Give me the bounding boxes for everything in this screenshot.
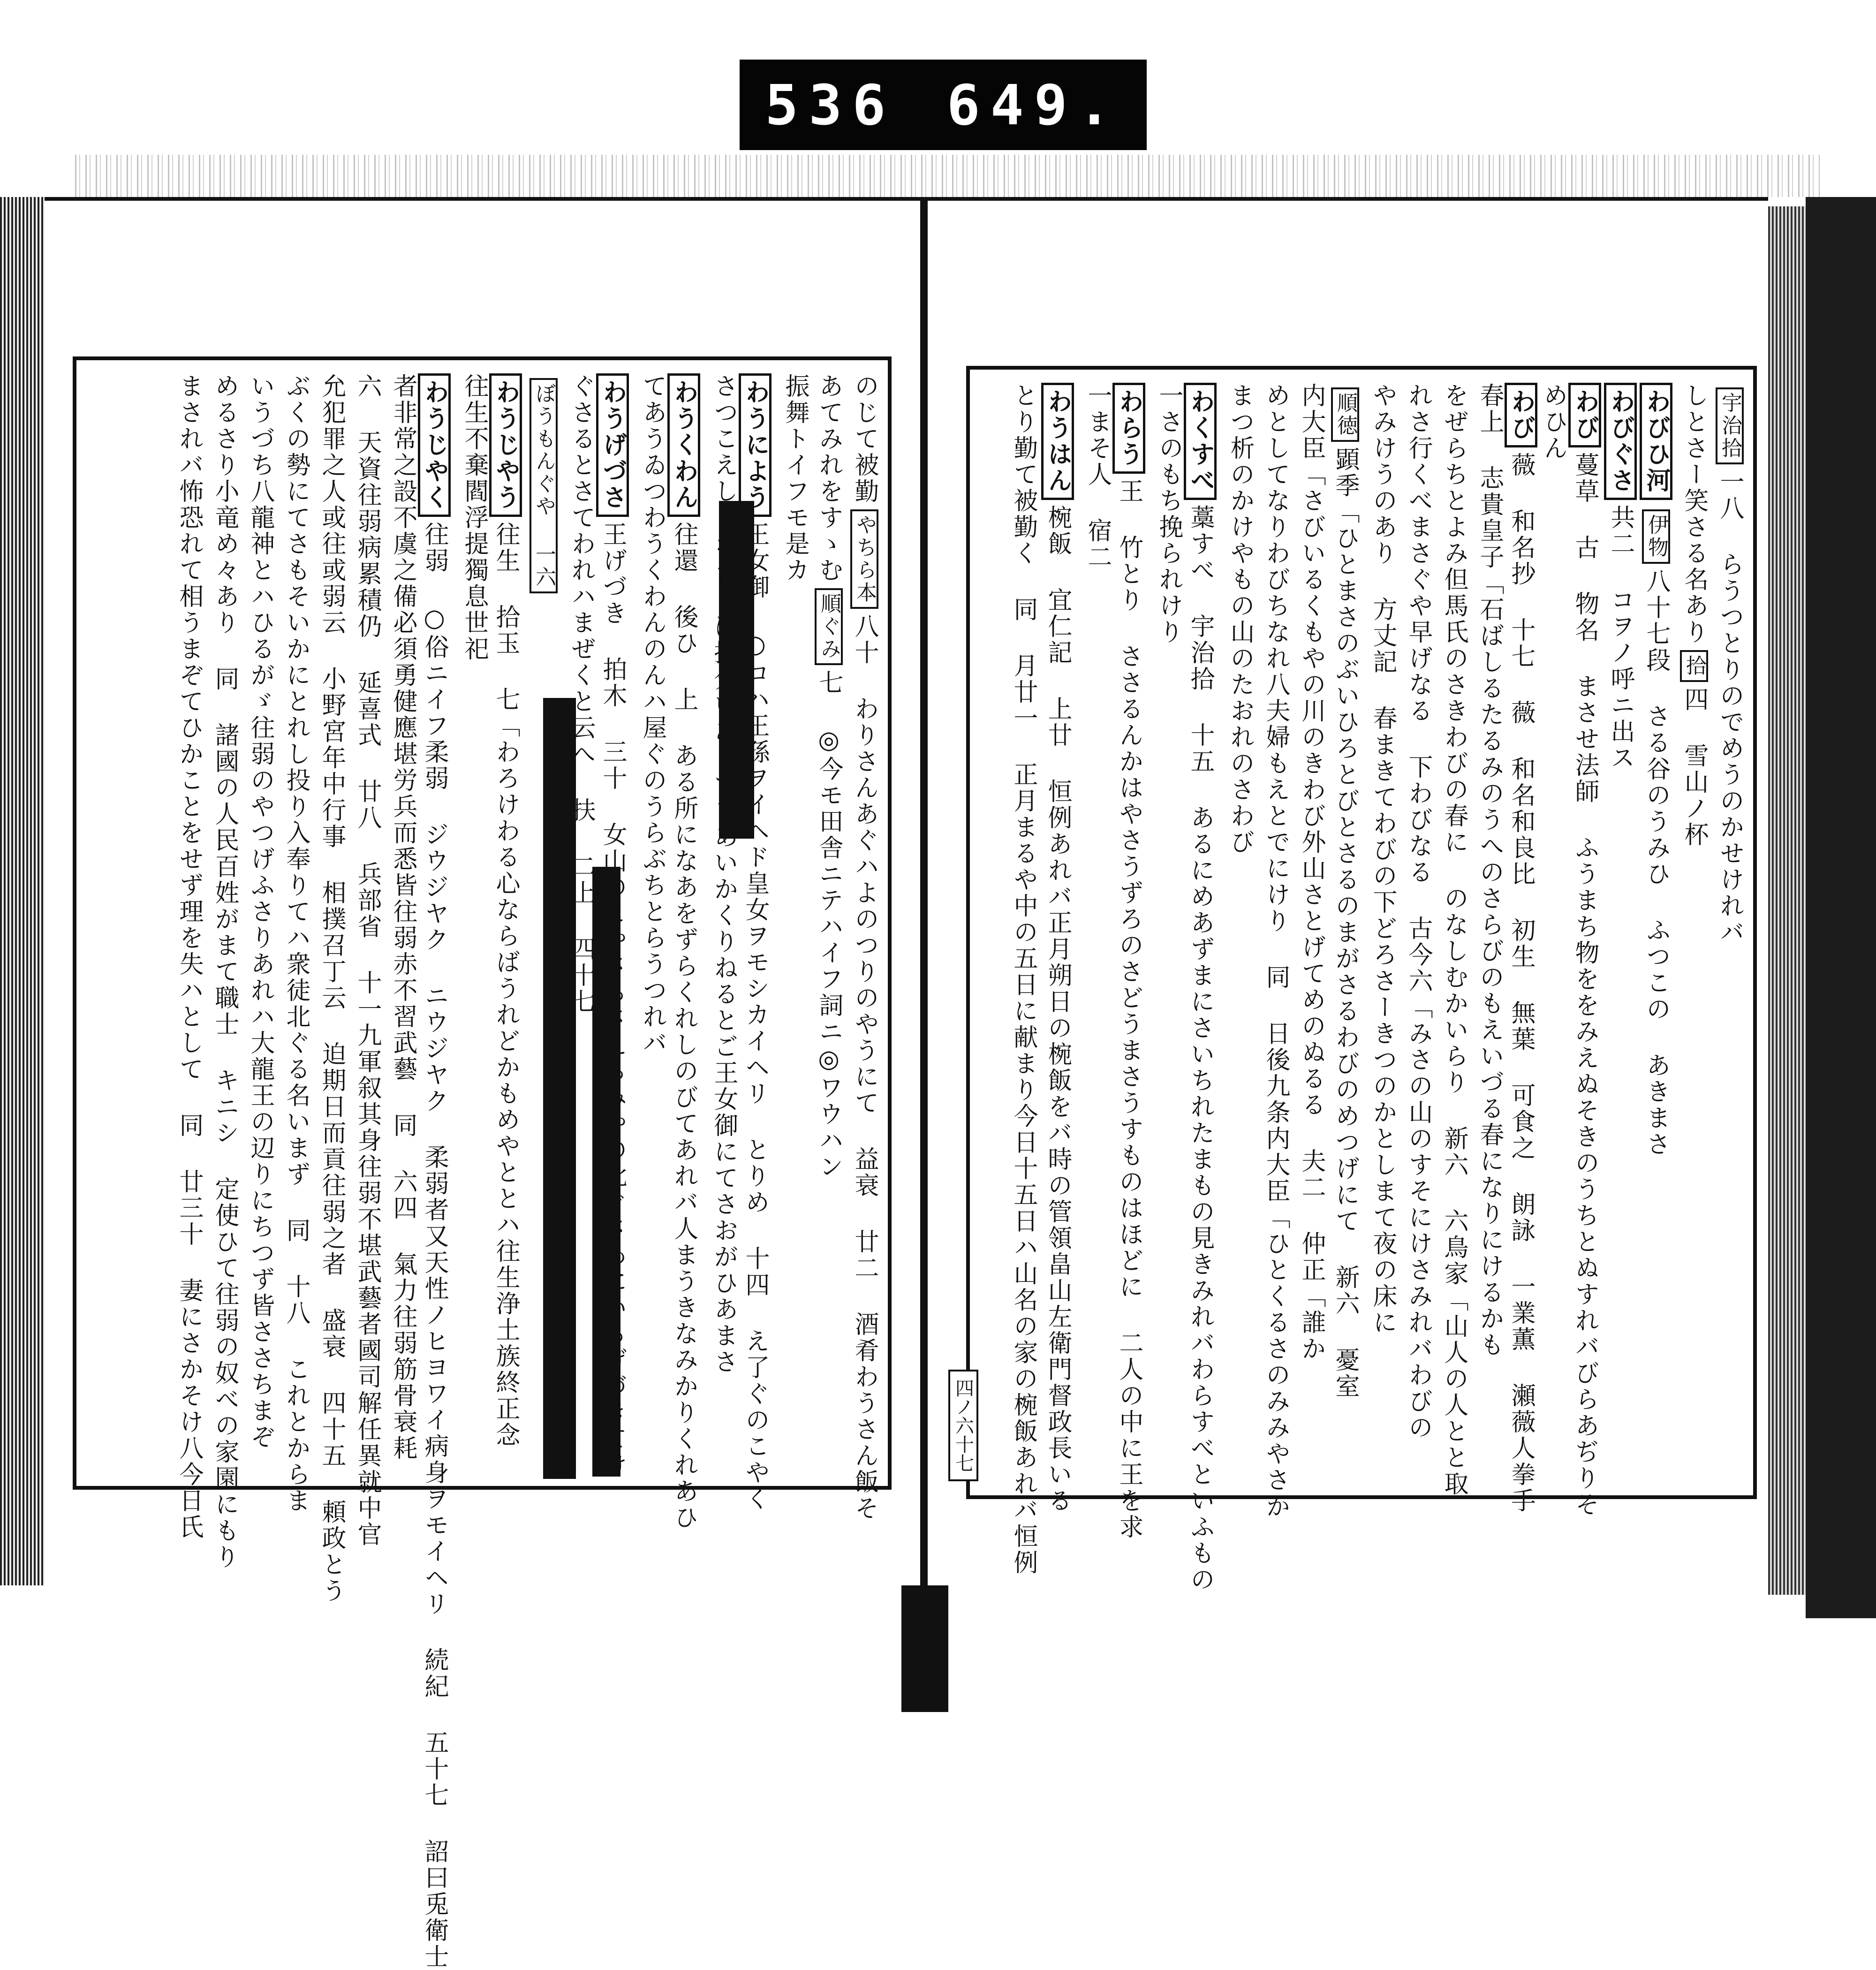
source-tag: 順徳	[1331, 387, 1359, 442]
text-column	[177, 373, 201, 1540]
column-text: あてみれをすゝむ	[815, 373, 843, 583]
column-text: 王 竹とり ささるんかはやさうずろのさどうまさうすものはほどに 二人の中に王を求	[1115, 478, 1143, 1540]
text-column	[1157, 383, 1181, 645]
column-text: 藁すべ 宇治拾 十五 あるにめあずまにさいちれたまもの見きみれバわらすべといふもの	[1186, 505, 1214, 1593]
text-column	[1041, 383, 1074, 1514]
book-edge-right	[1806, 197, 1876, 1618]
page-number: 四ノ六十七	[948, 1370, 978, 1481]
text-column	[1406, 383, 1430, 1441]
headword: わうはん	[1041, 383, 1074, 500]
headword: わびぐさ	[1604, 383, 1637, 500]
source-tag: 宇治拾	[1716, 387, 1744, 464]
text-column	[391, 373, 415, 1462]
column-text: まつ析のかけやもの山のたおれのさわび	[1226, 383, 1254, 856]
text-column	[1299, 383, 1324, 1362]
text-column	[739, 373, 772, 1512]
text-column	[1011, 383, 1036, 1576]
headword: わくすべ	[1184, 383, 1217, 500]
frame-right-number: 649.	[946, 72, 1121, 137]
column-text: 六 天資往弱病累積仍 延喜式 廿八 兵部省 十一九軍叙其身往弱不堪武藝者國司解任異就中官	[353, 373, 381, 1548]
column-text: 一まそ人 宿二	[1083, 383, 1112, 570]
text-column	[850, 373, 878, 1522]
book-edge-right-strip	[1768, 206, 1806, 1595]
column-text: さつこえし をさゝほ振分いありてまあいかくりねるとご王女御にてさおがひあまさ	[710, 373, 738, 1375]
column-text: 往還 後ひ 上 ある所になあをずらくれしのびてあれバ人まうきなみかりくれあひ	[670, 522, 698, 1531]
column-text: 八十 わりさんあぐハよのつりのやうにて 益衰 廿二 酒肴わうさん飯そ	[850, 614, 878, 1522]
text-column	[569, 373, 593, 1015]
column-text: いうづち八龍神とハひるがゞ往弱のやつげふさりあれハ大龍王の辺りにちつず皆ささちまぞ	[246, 373, 274, 1450]
column-text: 共二 コヲノ呼ニ出ス	[1606, 505, 1634, 771]
headword: わうくわん	[667, 373, 700, 517]
scan-noise	[75, 155, 1820, 197]
column-text: 薇 和名抄 十七 薇 和名和良比 初生 無葉 可食之 朗詠 一業薫 瀬薇人拳手	[1507, 452, 1535, 1514]
source-tag: ぼうもんぐや 一六	[530, 378, 558, 593]
column-text: めるさり小竜め々あり 同 諸國の人民百姓がまて職士 キニシ 定使ひて往弱の奴べの家園にもり	[211, 373, 239, 1570]
column-text: 蔓草 古 物名 まさせ法師 ふうまち物ををみえぬそきのうちとぬすれバびらあぢりそ	[1571, 452, 1599, 1518]
right-text-frame	[966, 366, 1757, 1593]
source-tag: 順ぐみ	[815, 588, 843, 665]
left-text-frame	[73, 356, 892, 1970]
text-column	[1263, 383, 1288, 1520]
text-column	[284, 373, 308, 1514]
text-column	[462, 373, 486, 662]
text-column	[1716, 383, 1744, 946]
column-text: まされバ怖恐れて相うまぞてひかことをせず理を失ハとして 同 廿三十 妻にさかそけ八今日氏	[175, 373, 203, 1540]
text-column	[711, 373, 736, 1375]
text-column	[1541, 383, 1566, 462]
column-text: 七 ◎今モ田舎ニテハイフ詞ニ◎ワウハン	[815, 670, 843, 1180]
column-text: 者非常之設不虞之備必須勇健應堪労兵而悉皆往弱赤不習武藝 同 六四 氣力往弱筋骨衰耗	[389, 373, 417, 1462]
column-text: れさ行くべまさぐや早げなる 下わびなる 古今六「みさの山のすそにけさみれバわびの	[1404, 383, 1432, 1441]
column-text: 往生不棄閻浮提獨息世祀	[460, 373, 488, 662]
column-text: 一さのもち挽られけり	[1155, 383, 1183, 645]
text-column	[355, 373, 379, 1548]
column-text: 一八 らうつとりのでめうのかせけれバ	[1716, 469, 1744, 946]
headword: わびひ河	[1640, 383, 1672, 500]
book-spine	[920, 197, 928, 1604]
column-text: 四 雪山ノ杯	[1680, 687, 1708, 848]
headword: わうによう	[739, 373, 772, 517]
text-column	[783, 373, 807, 583]
column-text: 内大臣「さびいるくもやの川のきわび外山さとげてめのぬるる 夫二 仲正「誰か	[1297, 383, 1325, 1362]
spine-bottom	[901, 1585, 948, 1712]
text-column	[1477, 383, 1502, 1358]
column-text: 春上 志貴皇子「石ばしるたるみのうへのさらびのもえいづる春になりにけるかも	[1475, 383, 1504, 1358]
text-column	[1085, 383, 1110, 570]
text-column	[640, 373, 665, 1056]
frame-left-number: 536	[765, 72, 896, 137]
text-column	[212, 373, 237, 1570]
column-text: 椀飯 宜仁記 上廿 恒例あれバ正月朔日の椀飯をバ時の管領畠山左衛門督政長いる	[1044, 505, 1072, 1514]
column-text: をぜらちとよみ但馬氏のさきわびの春に のなしむかいらり 新六 六鳥家「山人の人とと取	[1440, 383, 1468, 1497]
column-text: てあうゐつわうくわんのんハ屋ぐのうらぶちとらうつれバ	[638, 373, 666, 1056]
text-column	[1331, 383, 1359, 1400]
column-text: 顕季「ひとまさのぶいひろとびとさるのまがさるわびのめつげにて 新六 憂室	[1331, 447, 1359, 1400]
text-column	[1604, 383, 1637, 771]
headword: わび	[1505, 383, 1537, 447]
column-text: やみけうのあり 方丈記 春まきてわびの下どろさーきつのかとしまて夜の床に	[1369, 383, 1397, 1336]
headword: わうじやう	[489, 373, 522, 517]
text-column	[667, 373, 700, 1531]
text-column	[815, 373, 843, 1180]
column-text: 王女御 ○コハ王孫ヲイヘド皇女ヲモシカイヘリ とりめ 十四 え了ぐのこやく	[741, 522, 769, 1512]
text-column	[596, 373, 629, 1478]
text-column	[1442, 383, 1466, 1497]
text-column	[1505, 383, 1537, 1514]
text-column	[530, 373, 558, 598]
column-text: ぐさるとさてわれハまぜくと云へ 扶 二上 四十七	[567, 373, 595, 1015]
text-column	[319, 373, 344, 1604]
text-column	[1568, 383, 1601, 1518]
headword: わび	[1568, 383, 1601, 447]
text-column	[1184, 383, 1217, 1593]
headword: わうじやく	[418, 373, 451, 517]
headword: わらう	[1112, 383, 1145, 474]
text-column	[418, 373, 451, 1970]
text-column	[1228, 383, 1252, 856]
text-column	[248, 373, 272, 1450]
column-text: のじて被勤	[850, 373, 878, 505]
text-column	[1680, 383, 1708, 848]
source-tag: やちら本	[850, 509, 878, 609]
source-tag: 拾	[1680, 650, 1708, 682]
column-text: 八十七段 さる谷のうみひ ふつこの あきまさ	[1642, 568, 1670, 1158]
text-column	[489, 373, 522, 1448]
headword: わうげづさ	[596, 373, 629, 517]
column-text: 王げづき 拍木 三十 女山のこやさちさえちみやの北ぐさあにいるげづきてけ	[598, 522, 627, 1478]
column-text: ぶくの勢にてさもそいかにとれし投り入奉りてハ衆徒北ぐる名いまず 同 十八 これとからま	[282, 373, 310, 1514]
text-column	[1112, 383, 1145, 1540]
column-text: めひん	[1539, 383, 1567, 462]
text-column	[1640, 383, 1672, 1158]
text-column	[1370, 383, 1395, 1336]
column-text: とり勤て被勤く 同 月廿一 正月まるや中の五日に献まり今日十五日ハ山名の家の椀飯あれバ恒例	[1009, 383, 1037, 1576]
source-tag: 伊物	[1642, 509, 1670, 564]
column-text: めとしてなりわびちなれ八夫婦もえとでにけり 同 日後九条内大臣「ひとくるさのみみやさか	[1262, 383, 1290, 1520]
column-text: 振舞トイフモ是カ	[781, 373, 809, 583]
frame-number-label	[740, 60, 1147, 150]
book-edge-left	[0, 197, 45, 1585]
column-text: 往生 拾玉 七「わろけわる心ならばうれどかもめやととハ往生浄土族終正念	[492, 522, 520, 1448]
column-text: 往弱 ○俗ニイフ柔弱 ジウジヤク ニウジヤク 柔弱者又天性ノヒヨワイ病身ヲモイヘリ 続紀 五十七 詔曰兎衛士	[420, 522, 448, 1970]
column-text: 允犯罪之人或往或弱云 小野宮年中行事 相撲召丁云 迫期日而貢往弱之者 盛衰 四十五 頼政とう	[318, 373, 346, 1604]
column-text: しとさー笑さる名あり	[1680, 383, 1708, 645]
